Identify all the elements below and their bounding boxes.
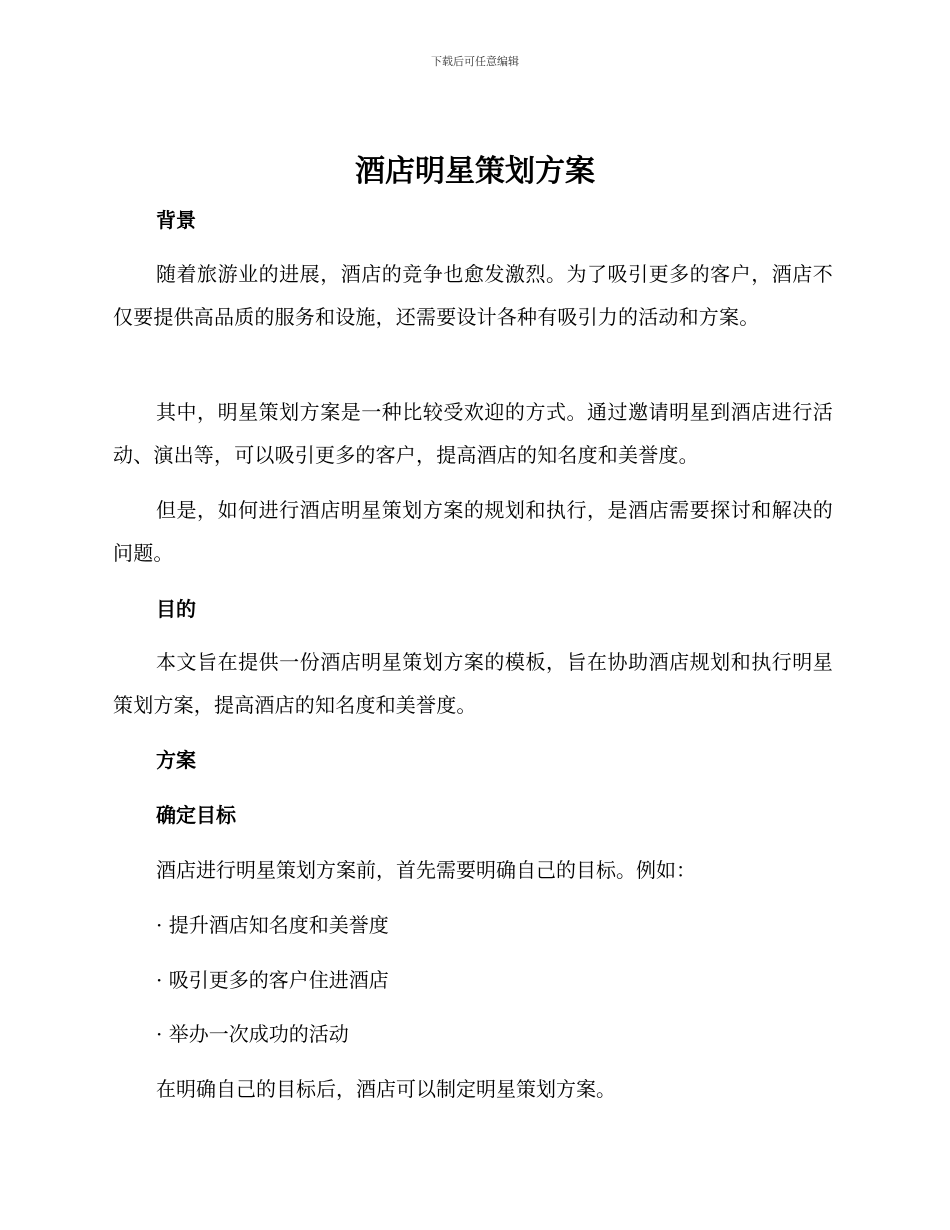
paragraph-background-1: 随着旅游业的进展，酒店的竞争也愈发激烈。为了吸引更多的客户，酒店不仅要提供高品质的服务和设施，还需要设计各种有吸引力的活动和方案。 <box>113 262 833 329</box>
list-item: · 吸引更多的客户住进酒店 <box>156 968 389 992</box>
section-heading-background: 背景 <box>156 208 196 232</box>
subheading-set-goals: 确定目标 <box>156 803 236 827</box>
list-item: · 提升酒店知名度和美誉度 <box>156 913 389 937</box>
document-title: 酒店明星策划方案 <box>355 154 595 189</box>
list-item: · 举办一次成功的活动 <box>156 1022 349 1046</box>
paragraph-background-2: 其中，明星策划方案是一种比较受欢迎的方式。通过邀请明星到酒店进行活动、演出等，可以吸引更多的客户，提高酒店的知名度和美誉度。 <box>113 400 833 467</box>
paragraph-plan-conclusion: 在明确自己的目标后，酒店可以制定明星策划方案。 <box>156 1077 616 1101</box>
paragraph-purpose-1: 本文旨在提供一份酒店明星策划方案的模板，旨在协助酒店规划和执行明星策划方案，提高酒店的知名度和美誉度。 <box>113 650 833 717</box>
paragraph-background-3: 但是，如何进行酒店明星策划方案的规划和执行，是酒店需要探讨和解决的问题。 <box>113 498 833 565</box>
section-heading-plan: 方案 <box>156 748 196 772</box>
paragraph-plan-intro: 酒店进行明星策划方案前，首先需要明确自己的目标。例如： <box>156 858 696 882</box>
header-note: 下载后可任意编辑 <box>431 55 519 68</box>
section-heading-purpose: 目的 <box>156 597 196 621</box>
